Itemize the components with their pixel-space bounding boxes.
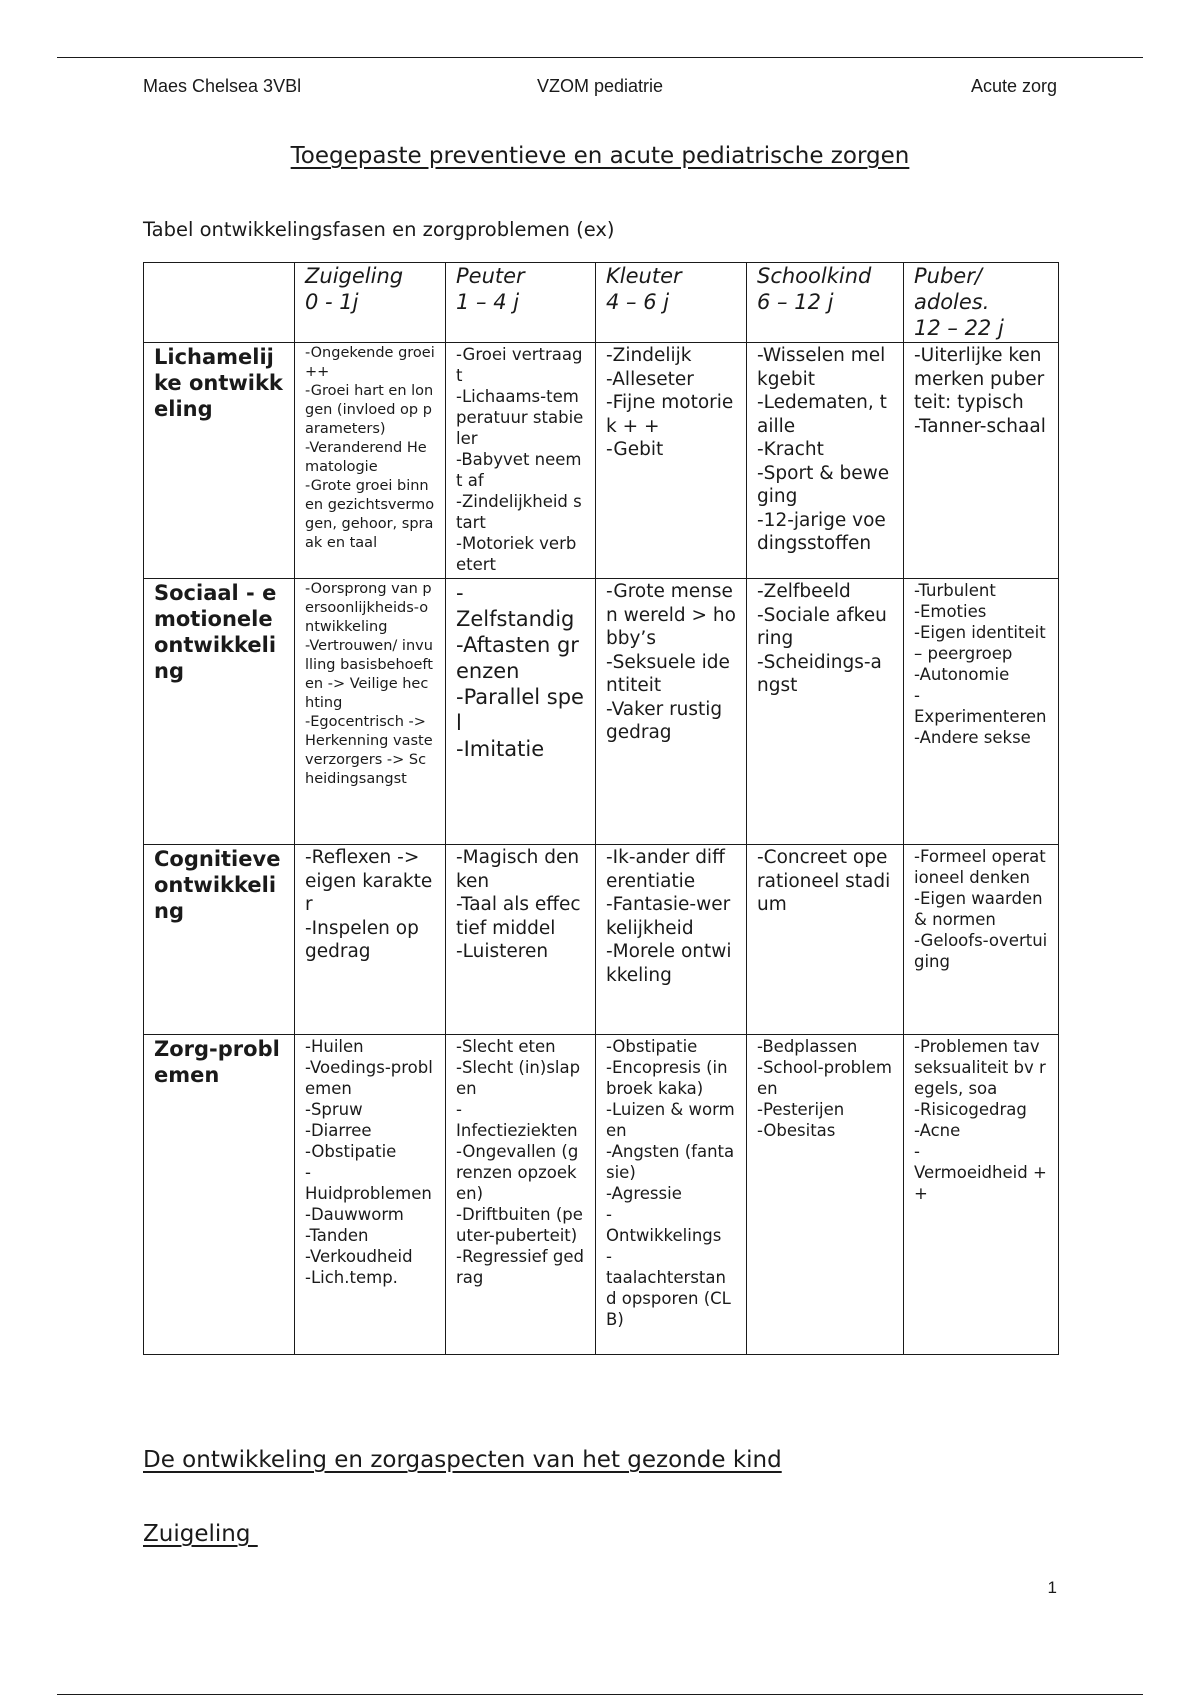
row-label: Sociaal - emotionele ontwikkeling [144,579,295,845]
column-name: Puber/ adoles. [914,264,990,314]
subsection-heading: Zuigeling [143,1521,258,1547]
cell-text: -Ongekende groei ++ -Groei hart en longen (invloed op parameters) -Veranderend Hematologie -Grote groei binnen gezichtsvermogen, gehoor, spraak en taal [305,345,435,551]
table-cell [295,343,446,579]
table-cell [446,343,596,579]
table-row [144,845,1059,1035]
column-header [747,263,904,343]
row-label: Cognitieve ontwikkeling [144,845,295,1035]
column-age: 0 - 1j [305,290,359,314]
table-cell [747,1035,904,1355]
page-title: Toegepaste preventieve en acute pediatrische zorgen [290,143,910,169]
column-age: 6 – 12 j [757,290,834,314]
cell-text: -Ik-ander differentiatie -Fantasie-werkelijkheid -Morele ontwikkeling [606,847,732,986]
column-header [904,263,1059,343]
development-table [143,262,1059,1355]
cell-text: -Magisch denken -Taal als effectief middel -Luisteren [456,847,581,962]
table-cell [596,579,747,845]
table-caption: Tabel ontwikkelingsfasen en zorgproblemen (ex) [143,218,615,241]
header-rule [57,57,1143,58]
column-name: Peuter [456,264,525,288]
table-cell [446,845,596,1035]
page-number: 1 [1047,1578,1057,1597]
cell-text: -Oorsprong van persoonlijkheids-ontwikkeling -Vertrouwen/ invulling basisbehoeften -> Veilige hechting -Egocentrisch -> Herkenning vaste verzorgers -> Scheidingsangst [305,581,433,787]
header-topic: Acute zorg [970,76,1057,96]
table-header-row [144,263,1059,343]
column-header [596,263,747,343]
corner-cell [144,263,295,343]
cell-text: -Reflexen -> eigen karakter -Inspelen op gedrag [305,847,433,962]
table-cell [904,845,1059,1035]
table-cell [596,343,747,579]
table-cell [904,579,1059,845]
cell-text: -Zelfbeeld -Sociale afkeuring -Scheidings-angst [757,581,887,696]
table-row [144,579,1059,845]
column-name: Zuigeling [305,264,404,288]
cell-text: -Slecht eten -Slecht (in)slapen - Infectieziekten -Ongevallen (grenzen opzoeken) -Driftbuiten (peuter-puberteit) -Regressief gedrag [456,1037,584,1287]
table-cell [596,845,747,1035]
cell-text: -Concreet operationeel stadium [757,847,891,915]
cell-text: -Zindelijk -Alleseter -Fijne motoriek + + -Gebit [606,345,734,460]
column-name: Kleuter [606,264,682,288]
table-cell [747,579,904,845]
table-cell [596,1035,747,1355]
table-cell [446,1035,596,1355]
row-label: Lichamelijke ontwikkeling [144,343,295,579]
table-row [144,343,1059,579]
column-header [295,263,446,343]
table-cell [904,1035,1059,1355]
column-age: 12 – 22 j [914,316,1004,340]
cell-text: -Grote mensen wereld > hobby’s -Seksuele identiteit -Vaker rustig gedrag [606,581,736,743]
cell-text: -Groei vertraagt -Lichaams-temperatuur stabieler -Babyvet neemt af -Zindelijkheid start -Motoriek verbetert [456,345,584,574]
column-name: Schoolkind [757,264,872,288]
table-row [144,1035,1059,1355]
column-age: 4 – 6 j [606,290,670,314]
cell-text: -Turbulent -Emoties -Eigen identiteit – peergroep -Autonomie - Experimenteren -Andere sekse [914,581,1047,747]
cell-text: -Uiterlijke kenmerken puberteit: typisch -Tanner-schaal [914,345,1046,437]
cell-text: -Problemen tav seksualiteit bv regels, soa -Risicogedrag -Acne - Vermoeidheid ++ [914,1037,1047,1203]
section-heading: De ontwikkeling en zorgaspecten van het gezonde kind [143,1447,782,1473]
header-author: Maes Chelsea 3VBl [143,76,302,96]
header-course: VZOM pediatrie [536,76,664,96]
column-header [446,263,596,343]
cell-text: -Formeel operationeel denken -Eigen waarden & normen -Geloofs-overtuiging [914,847,1048,971]
column-age: 1 – 4 j [456,290,520,314]
table-cell [446,579,596,845]
table-cell [747,343,904,579]
cell-text: - Zelfstandig -Aftasten grenzen -Parallel spel -Imitatie [456,581,584,761]
table-cell [295,1035,446,1355]
cell-text: -Wisselen melkgebit -Ledematen, taille -Kracht -Sport & beweging -12-jarige voedingsstoffen [757,345,890,554]
cell-text: -Bedplassen -School-problemen -Pesterijen -Obesitas [757,1037,892,1140]
row-label: Zorg-problemen [144,1035,295,1355]
table-cell [295,579,446,845]
cell-text: -Obstipatie -Encopresis (in broek kaka) -Luizen & wormen -Angsten (fantasie) -Agressie - Ontwikkelings - taalachterstand opsporen (CLB) [606,1037,735,1329]
table-cell [904,343,1059,579]
cell-text: -Huilen -Voedings-problemen -Spruw -Diarree -Obstipatie - Huidproblemen -Dauwworm -Tanden -Verkoudheid -Lich.temp. [305,1037,433,1287]
table-cell [295,845,446,1035]
table-cell [747,845,904,1035]
footer-rule [57,1694,1143,1695]
